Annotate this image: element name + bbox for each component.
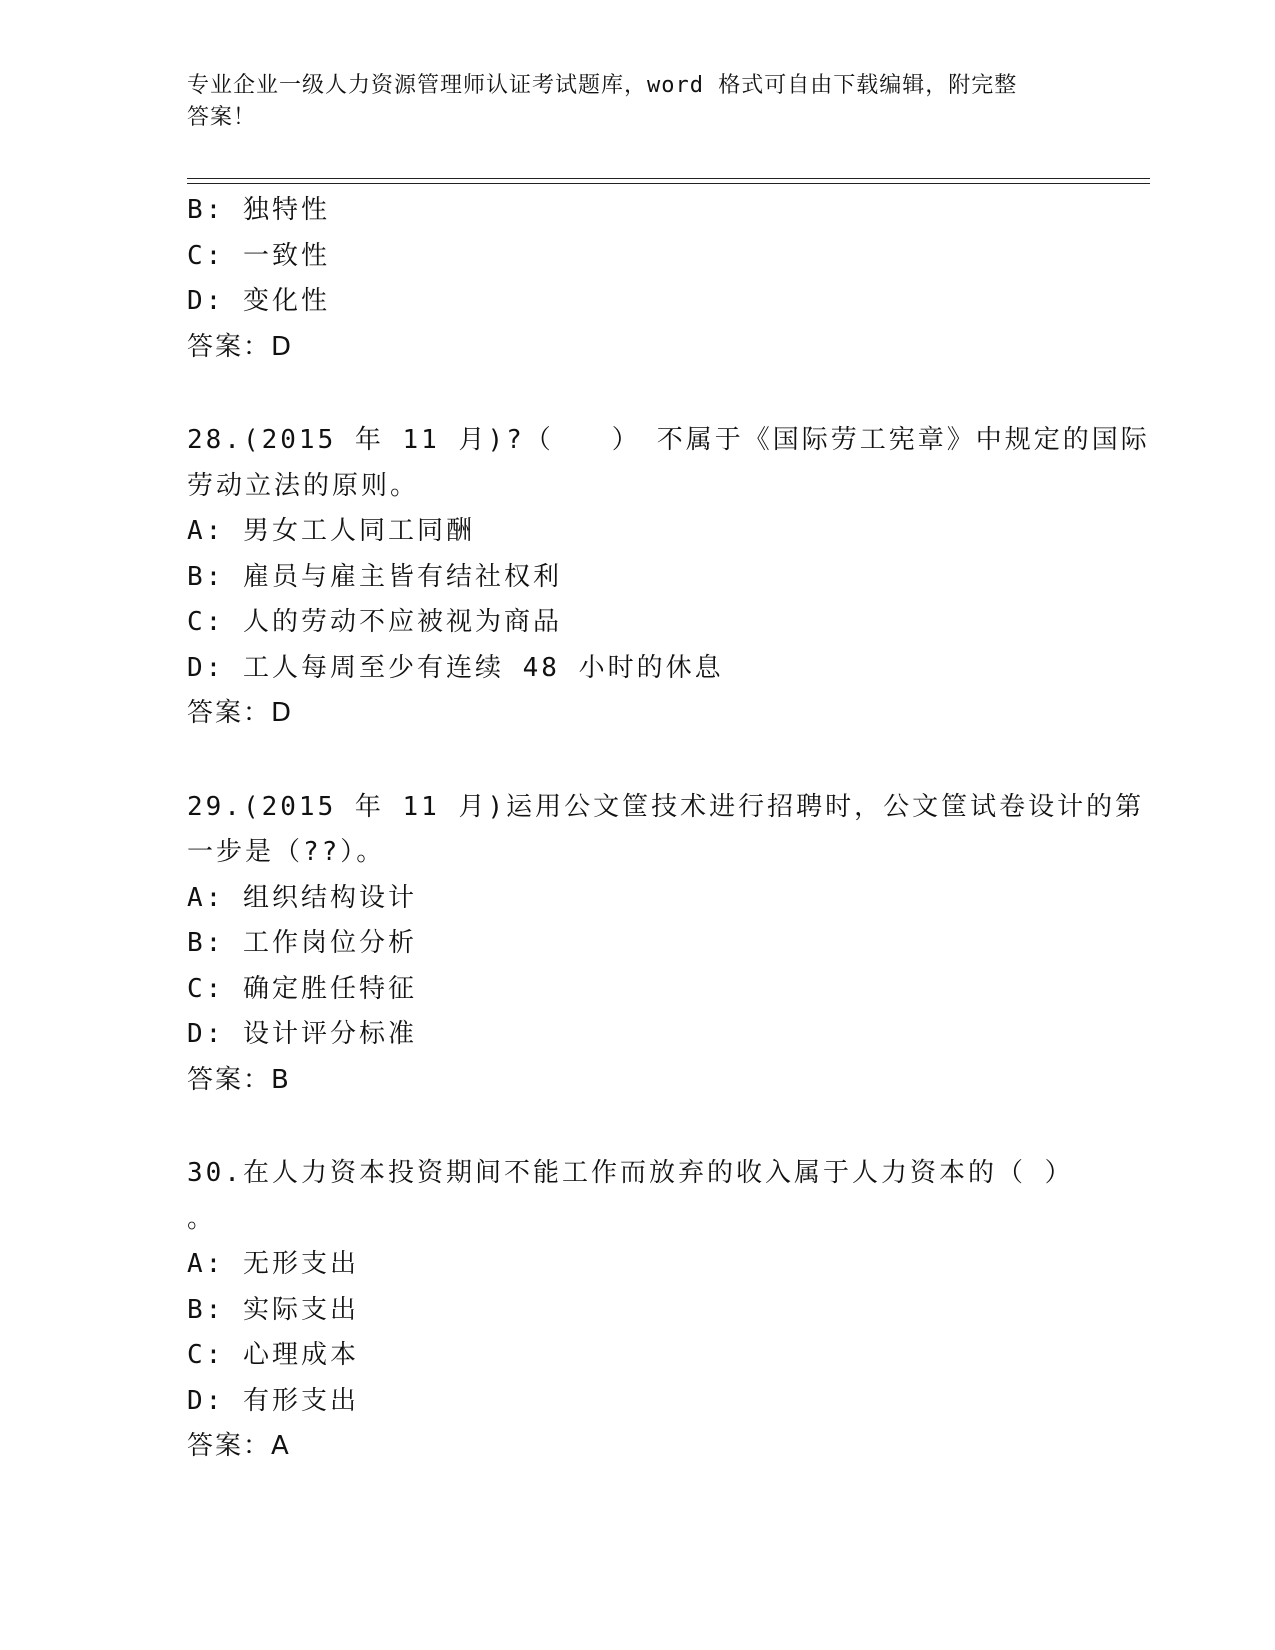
option-a: A: 男女工人同工同酬 [187, 516, 475, 546]
spacer [187, 1103, 1087, 1151]
header-line-2: 答案！ [187, 105, 257, 130]
question-29 [187, 785, 1145, 1104]
spacer [187, 737, 1087, 785]
answer-line: 答案：D [187, 698, 294, 728]
option-c: C: 一致性 [187, 240, 330, 271]
question-28 [187, 418, 1150, 737]
option-d: D: 工人每周至少有连续 48 小时的休息 [187, 652, 724, 683]
header-divider-bottom [187, 183, 1150, 184]
question-text-line-1: 29.(2015 年 11 月)运用公文筐技术进行招聘时，公文筐试卷设计的第 [187, 791, 1145, 822]
answer-line: 答案：D [187, 331, 294, 362]
option-a: A: 组织结构设计 [187, 882, 417, 913]
answer-line: 答案：A [187, 1431, 291, 1461]
option-c: C: 确定胜任特征 [187, 973, 417, 1004]
spacer [187, 370, 1087, 418]
option-b: B: 工作岗位分析 [187, 928, 417, 958]
answer-line: 答案：B [187, 1064, 291, 1095]
header-divider-top [187, 178, 1150, 179]
option-c: C: 人的劳动不应被视为商品 [187, 607, 562, 637]
option-a: A: 无形支出 [187, 1249, 359, 1279]
header-line-1: 专业企业一级人力资源管理师认证考试题库，word 格式可自由下载编辑，附完整 [187, 73, 1018, 98]
question-text-line-2: 。 [187, 1203, 217, 1234]
question-text-line-1: 30.在人力资本投资期间不能工作而放弃的收入属于人力资本的（ ） [187, 1158, 1074, 1188]
option-d: D: 变化性 [187, 286, 330, 316]
option-d: D: 设计评分标准 [187, 1019, 417, 1049]
question-text-line-1: 28.(2015 年 11 月)?（ ） 不属于《国际劳工宪章》中规定的国际 [187, 425, 1150, 455]
question-list [187, 188, 1150, 1470]
option-d: D: 有形支出 [187, 1385, 359, 1416]
question-text-line-2: 劳动立法的原则。 [187, 470, 420, 501]
question-27 [187, 188, 1087, 370]
option-b: B: 独特性 [187, 195, 330, 225]
option-c: C: 心理成本 [187, 1340, 359, 1370]
question-text-line-2: 一步是（??）。 [187, 837, 386, 867]
question-30 [187, 1151, 1087, 1470]
document-header [187, 70, 1087, 134]
option-b: B: 实际支出 [187, 1294, 359, 1325]
option-b: B: 雇员与雇主皆有结社权利 [187, 561, 562, 592]
